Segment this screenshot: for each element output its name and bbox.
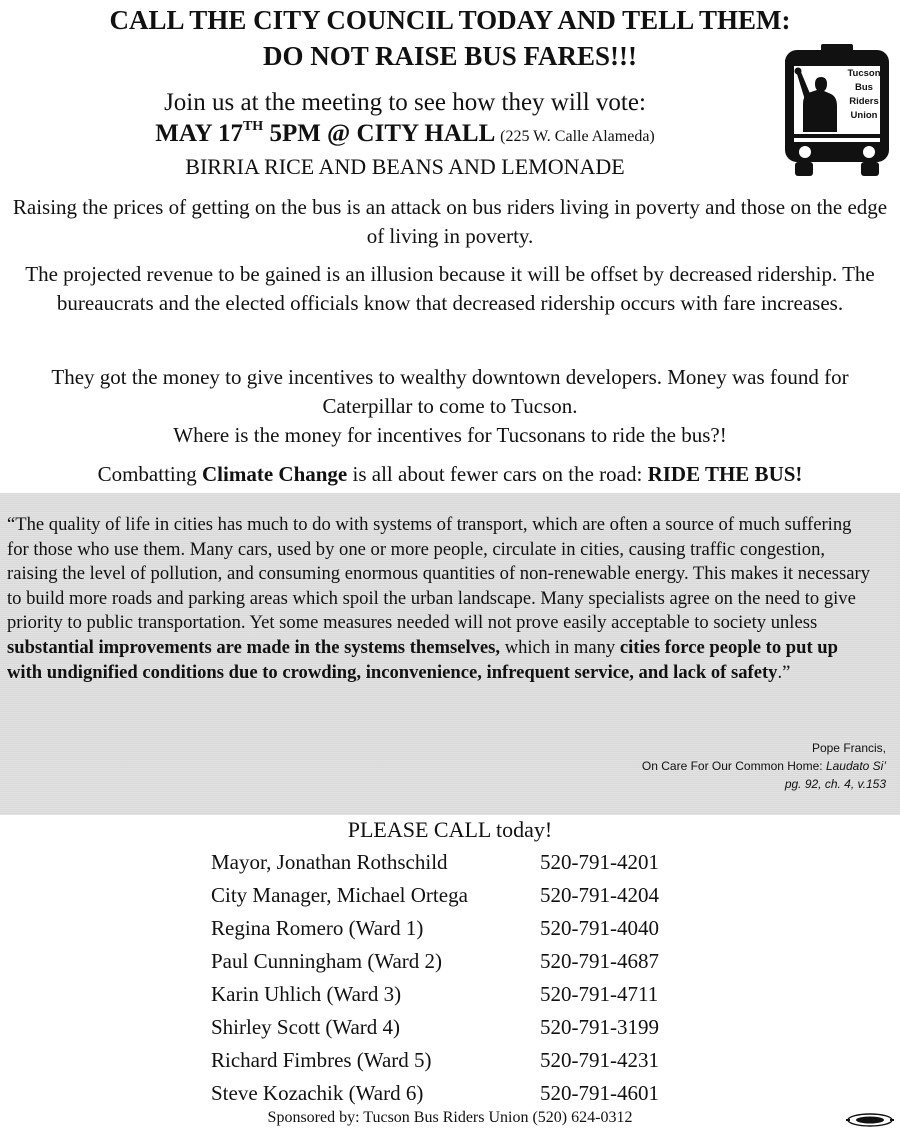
attribution-work-pre: On Care For Our Common Home: [641, 759, 826, 773]
event-date-suffix: TH [242, 119, 264, 134]
event-address: (225 W. Calle Alameda) [500, 128, 655, 145]
contact-phone: 520-791-4204 [540, 883, 659, 907]
attribution-work [642, 757, 886, 775]
event-date-time [110, 118, 700, 153]
contact-row [0, 914, 900, 948]
event-join-line: Join us at the meeting to see how they will vote: [164, 89, 646, 116]
contact-phone: 520-791-4231 [540, 1048, 659, 1072]
paragraph-poverty: Raising the prices of getting on the bus is an attack on bus riders living in poverty and those on the edge of living in poverty. [12, 195, 888, 248]
contact-row [0, 1013, 900, 1047]
contact-row [0, 881, 900, 915]
contact-name: Mayor, Jonathan Rothschild [211, 850, 448, 874]
contact-name: Regina Romero (Ward 1) [211, 916, 424, 940]
bus-logo-icon [781, 44, 893, 184]
quote-bold-1: substantial improvements are made in the systems themselves, [7, 636, 501, 658]
logo-word-1: Tucson [847, 68, 881, 79]
quote-box [0, 493, 900, 815]
contact-name: Steve Kozachik (Ward 6) [211, 1081, 424, 1105]
contact-phone: 520-791-4711 [540, 982, 659, 1006]
climate-mid: is all about fewer cars on the road: [347, 462, 648, 486]
contact-phone: 520-791-4040 [540, 916, 659, 940]
logo-word-4: Union [850, 110, 878, 121]
contact-name: City Manager, Michael Ortega [211, 883, 468, 907]
paragraph-climate [10, 460, 890, 489]
contact-name: Richard Fimbres (Ward 5) [211, 1048, 432, 1072]
contact-row [0, 848, 900, 882]
contact-row [0, 1046, 900, 1080]
contact-row [0, 980, 900, 1014]
paragraph-incentives [10, 363, 890, 450]
pope-quote [7, 513, 873, 685]
union-bug-icon [845, 1112, 895, 1128]
quote-bold-2: cities force people to put up with undignified conditions due to crowding, inconvenience, infrequent service, and lack of safety [7, 636, 838, 683]
logo-word-2: Bus [855, 82, 873, 93]
quote-attribution [642, 739, 886, 793]
contact-phone: 520-791-4601 [540, 1081, 659, 1105]
sponsor-line: Sponsored by: Tucson Bus Riders Union (520) 624-0312 [267, 1109, 633, 1126]
climate-change-bold: Climate Change [202, 462, 348, 486]
contact-phone: 520-791-4201 [540, 850, 659, 874]
contact-name: Karin Uhlich (Ward 3) [211, 982, 402, 1006]
ride-the-bus-bold: RIDE THE BUS! [647, 462, 803, 486]
contact-phone: 520-791-4687 [540, 949, 659, 973]
contact-name: Paul Cunningham (Ward 2) [211, 949, 443, 973]
contact-phone: 520-791-3199 [540, 1015, 659, 1039]
event-food: BIRRIA RICE AND BEANS AND LEMONADE [185, 154, 625, 179]
attribution-work-title: Laudato Si’ [825, 759, 886, 773]
event-date: MAY 17 [155, 120, 243, 147]
contact-name: Shirley Scott (Ward 4) [211, 1015, 401, 1039]
event-time-place: 5PM @ CITY HALL [263, 120, 494, 147]
paragraph-revenue: The projected revenue to be gained is an illusion because it will be offset by decreased ridership. The bureaucrats and the elected officials know that decreased ridership occurs with fare increases. [25, 262, 875, 315]
logo-word-3: Riders [849, 96, 879, 107]
quote-part-3: .” [777, 661, 791, 683]
attribution-ref-text: pg. 92, ch. 4, v.153 [784, 777, 886, 791]
attribution-name: Pope Francis, [811, 741, 886, 755]
paragraph-incentives-line-b: Where is the money for incentives for Tucsonans to ride the bus?! [173, 423, 727, 447]
contact-row [0, 947, 900, 981]
event-info [110, 88, 700, 181]
attribution-ref [642, 775, 886, 793]
quote-part-2: which in many [500, 636, 620, 658]
paragraph-incentives-line-a: They got the money to give incentives to wealthy downtown developers. Money was found for Caterpillar to come to Tucson. [51, 365, 849, 418]
call-heading: PLEASE CALL today! [347, 817, 553, 842]
climate-pre: Combatting [97, 462, 203, 486]
headline [0, 2, 900, 74]
headline-line-1: CALL THE CITY COUNCIL TODAY AND TELL THEM: [109, 5, 791, 35]
quote-part-1: “The quality of life in cities has much to do with systems of transport, which are often a source of much suffering for those who use them. Many cars, used by one or more people, circulate in cities, causing traffic congestion, raising the level of pollution, and consuming enormous quantities of non-renewable energy. This makes it necessary to build more roads and parking areas which spoil the urban landscape. Many specialists agree on the need to give priority to public transportation. Yet some measures needed will not prove easily acceptable to society unless [7, 514, 871, 634]
headline-line-2: DO NOT RAISE BUS FARES!!! [262, 41, 638, 71]
